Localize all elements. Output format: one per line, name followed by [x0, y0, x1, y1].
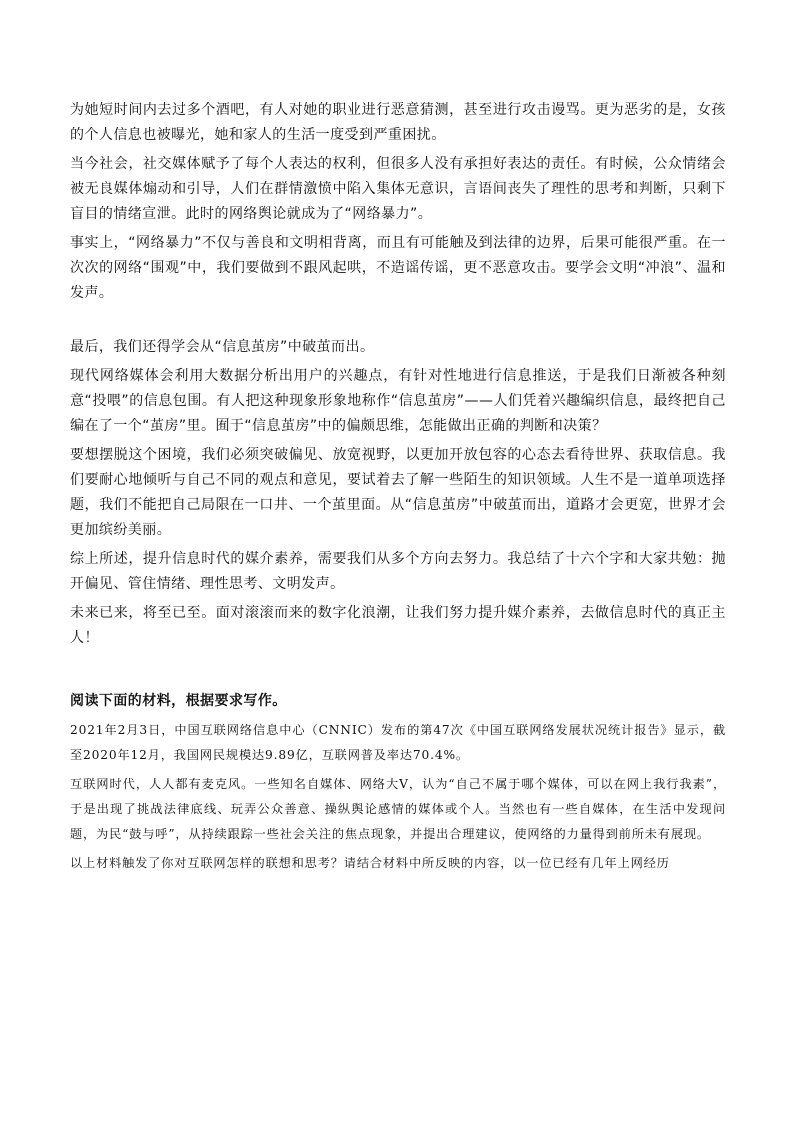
essay-paragraph: 要想摆脱这个困境，我们必须突破偏见、放宽视野，以更加开放包容的心态去看待世界、获取信息。我们要耐心地倾听与自己不同的观点和意见，要试着去了解一些陌生的知识领域。人生不是一道单项选择题，我们不能把自己局限在一口井、一个茧里面。从“信息茧房”中破茧而出，道路才会更宽，世界才会更加缤纷美丽。 [70, 447, 726, 538]
task-instruction-paragraph: 以上材料触发了你对互联网怎样的联想和思考？请结合材料中所反映的内容，以一位已经有几年上网经历 [70, 856, 670, 870]
essay-paragraph: 未来已来，将至已至。面对滚滚而来的数字化浪潮，让我们努力提升媒介素养，去做信息时代的真正主人！ [70, 605, 726, 646]
essay-paragraph: 为她短时间内去过多个酒吧，有人对她的职业进行恶意猜测，甚至进行攻击谩骂。更为恶劣的是，女孩的个人信息也被曝光，她和家人的生活一度受到严重困扰。 [70, 102, 726, 143]
task-heading: 阅读下面的材料，根据要求写作。 [70, 693, 287, 709]
essay-paragraph: 当今社会，社交媒体赋予了每个人表达的权利，但很多人没有承担好表达的责任。有时候，公众情绪会被无良媒体煽动和引导，人们在群情激愤中陷入集体无意识，言语间丧失了理性的思考和判断，只剩下盲目的情绪宣泄。此时的网络舆论就成为了“网络暴力”。 [70, 156, 726, 222]
essay-paragraph: 最后，我们还得学会从“信息茧房”中破茧而出。 [70, 339, 375, 355]
paragraph-gap [70, 310, 726, 335]
document-body [70, 98, 726, 880]
task-material-paragraph: 2021年2月3日，中国互联网络信息中心（CNNIC）发布的第47次《中国互联网络发展状况统计报告》显示，截至2020年12月，我国网民规模达9.89亿，互联网普及率达70.4%。 [70, 723, 726, 762]
essay-paragraph: 现代网络媒体会利用大数据分析出用户的兴趣点，有针对性地进行信息推送，于是我们日渐被各种刻意“投喂”的信息包围。有人把这种现象形象地称作“信息茧房”——人们凭着兴趣编织信息，最终把自己编在了一个“茧房”里。囿于“信息茧房”中的偏颇思维，怎能做出正确的判断和决策？ [70, 368, 726, 434]
essay-paragraph: 事实上，“网络暴力”不仅与善良和文明相背离，而且有可能触及到法律的边界，后果可能很严重。在一次次的网络“围观”中，我们要做到不跟风起哄，不造谣传谣，更不恶意攻击。要学会文明“冲浪”、温和发声。 [70, 235, 726, 301]
essay-paragraph: 综上所述，提升信息时代的媒介素养，需要我们从多个方向去努力。我总结了十六个字和大家共勉：抛开偏见、管住情绪、理性思考、文明发声。 [70, 551, 726, 592]
task-material-paragraph: 互联网时代，人人都有麦克风。一些知名自媒体、网络大V，认为“自己不属于哪个媒体，可以在网上我行我素”，于是出现了挑战法律底线、玩弄公众善意、操纵舆论感情的媒体或个人。当然也有一些自媒体，在生活中发现问题，为民“鼓与呼”，从持续跟踪一些社会关注的焦点现象，并提出合理建议，使网络的力量得到前所未有展现。 [70, 777, 726, 841]
